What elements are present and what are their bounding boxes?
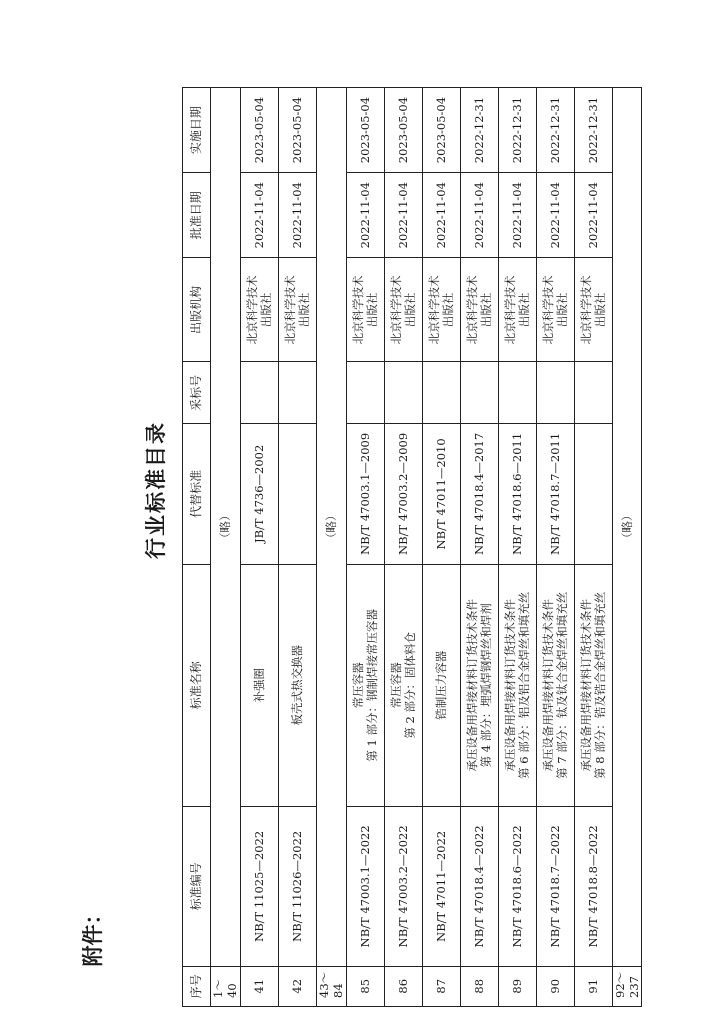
cell-effective: 2023-05-04 (384, 88, 422, 173)
range-seq: 92～237 (612, 966, 642, 1006)
publisher-line1: 北京科学技术 (540, 275, 555, 345)
std-name-line1: 补强圈 (252, 668, 267, 703)
publisher-line2: 出版社 (593, 292, 607, 328)
cell-publisher (422, 258, 460, 362)
cell-seq: 41 (240, 966, 278, 1006)
cell-adopted (498, 362, 536, 424)
cell-publisher (460, 258, 498, 362)
cell-std-no: NB/T 47003.2—2022 (384, 807, 422, 967)
header-approval: 批准日期 (183, 173, 211, 258)
range-row (612, 88, 642, 1007)
cell-adopted (384, 362, 422, 424)
cell-effective: 2023-05-04 (346, 88, 384, 173)
cell-approval: 2022-11-04 (240, 173, 278, 258)
cell-approval: 2022-11-04 (346, 173, 384, 258)
cell-replaced (278, 424, 316, 564)
range-row (316, 88, 346, 1007)
cell-std-name (240, 564, 278, 807)
cell-adopted (278, 362, 316, 424)
cell-approval: 2022-11-04 (384, 173, 422, 258)
publisher-line1: 北京科学技术 (464, 275, 479, 345)
cell-adopted (422, 362, 460, 424)
range-note: （略） (211, 88, 241, 967)
std-name-line2: 第 1 部分：钢制焊接常压容器 (365, 608, 379, 762)
cell-replaced: NB/T 47018.7—2011 (536, 424, 574, 564)
cell-std-no: NB/T 47018.8—2022 (574, 807, 612, 967)
cell-std-no: NB/T 47018.4—2022 (460, 807, 498, 967)
cell-publisher (278, 258, 316, 362)
cell-replaced: NB/T 47018.4—2017 (460, 424, 498, 564)
table-row (346, 88, 384, 1007)
cell-approval: 2022-11-04 (536, 173, 574, 258)
cell-adopted (240, 362, 278, 424)
range-note: （略） (316, 88, 346, 967)
cell-publisher (574, 258, 612, 362)
cell-seq: 88 (460, 966, 498, 1006)
cell-std-name (422, 564, 460, 807)
range-note: （略） (612, 88, 642, 967)
cell-std-no: NB/T 47018.7—2022 (536, 807, 574, 967)
range-seq: 1～40 (211, 966, 241, 1006)
cell-approval: 2022-11-04 (460, 173, 498, 258)
cell-replaced: NB/T 47003.2—2009 (384, 424, 422, 564)
standards-table (182, 87, 642, 1007)
cell-seq: 91 (574, 966, 612, 1006)
cell-replaced: JB/T 4736—2002 (240, 424, 278, 564)
cell-std-no: NB/T 47018.6—2022 (498, 807, 536, 967)
cell-seq: 42 (278, 966, 316, 1006)
std-name-line1: 承压设备用焊接材料订货技术条件 (502, 599, 517, 772)
header-effective: 实施日期 (183, 88, 211, 173)
header-adopted: 采标号 (183, 362, 211, 424)
std-name-line2: 第 7 部分：钛及钛合金焊丝和填充丝 (555, 591, 569, 779)
cell-effective: 2023-05-04 (278, 88, 316, 173)
cell-std-no: NB/T 11026—2022 (278, 807, 316, 967)
publisher-line2: 出版社 (479, 292, 493, 328)
publisher-line1: 北京科学技术 (502, 275, 517, 345)
cell-effective: 2022-12-31 (460, 88, 498, 173)
cell-publisher (536, 258, 574, 362)
std-name-line2: 第 6 部分：铝及铝合金焊丝和填充丝 (517, 591, 531, 779)
cell-adopted (536, 362, 574, 424)
publisher-line1: 北京科学技术 (426, 275, 441, 345)
std-name-line1: 承压设备用焊接材料订货技术条件 (578, 599, 593, 772)
cell-std-name (278, 564, 316, 807)
publisher-line1: 北京科学技术 (244, 275, 259, 345)
cell-std-name (346, 564, 384, 807)
cell-seq: 86 (384, 966, 422, 1006)
table-row (384, 88, 422, 1007)
cell-approval: 2022-11-04 (422, 173, 460, 258)
cell-std-name (498, 564, 536, 807)
cell-adopted (574, 362, 612, 424)
table-row (240, 88, 278, 1007)
cell-approval: 2022-11-04 (278, 173, 316, 258)
cell-seq: 85 (346, 966, 384, 1006)
header-replaced: 代替标准 (183, 424, 211, 564)
cell-std-name (574, 564, 612, 807)
cell-std-name (536, 564, 574, 807)
std-name-line2: 第 2 部分：固体料仓 (403, 631, 417, 739)
std-name-line2: 第 4 部分：埋弧焊钢焊丝和焊剂 (479, 603, 493, 768)
publisher-line2: 出版社 (259, 292, 274, 328)
cell-effective: 2022-12-31 (574, 88, 612, 173)
header-std-no: 标准编号 (183, 807, 211, 967)
cell-std-no: NB/T 47011—2022 (422, 807, 460, 967)
attachment-label: 附件： (81, 903, 105, 967)
standards-table-rotated (182, 87, 641, 1007)
cell-std-no: NB/T 11025—2022 (240, 807, 278, 967)
publisher-line1: 北京科学技术 (388, 275, 403, 345)
cell-seq: 89 (498, 966, 536, 1006)
table-row (498, 88, 536, 1007)
table-row (460, 88, 498, 1007)
document-title: 行业标准目录 (143, 421, 168, 559)
publisher-line1: 北京科学技术 (282, 275, 297, 345)
std-name-line1: 承压设备用焊接材料订货技术条件 (540, 599, 555, 772)
cell-replaced: NB/T 47018.6—2011 (498, 424, 536, 564)
cell-replaced: NB/T 47003.1—2009 (346, 424, 384, 564)
publisher-line1: 北京科学技术 (350, 275, 365, 345)
cell-approval: 2022-11-04 (574, 173, 612, 258)
std-name-line1: 常压容器 (350, 662, 365, 709)
table-row (536, 88, 574, 1007)
cell-publisher (498, 258, 536, 362)
range-row (211, 88, 241, 1007)
publisher-line2: 出版社 (517, 292, 531, 328)
table-row (422, 88, 460, 1007)
std-name-line2: 第 8 部分：锆及锆合金焊丝和填充丝 (593, 591, 607, 779)
publisher-line2: 出版社 (297, 292, 312, 328)
publisher-line2: 出版社 (365, 292, 379, 328)
cell-replaced (574, 424, 612, 564)
header-publisher: 出版机构 (183, 258, 211, 362)
cell-effective: 2023-05-04 (240, 88, 278, 173)
std-name-line1: 锆制压力容器 (433, 650, 448, 720)
std-name-line1: 板壳式热交换器 (290, 645, 305, 726)
cell-publisher (240, 258, 278, 362)
header-seq: 序号 (183, 966, 211, 1006)
cell-publisher (384, 258, 422, 362)
cell-effective: 2022-12-31 (536, 88, 574, 173)
cell-std-no: NB/T 47003.1—2022 (346, 807, 384, 967)
cell-seq: 87 (422, 966, 460, 1006)
publisher-line1: 北京科学技术 (578, 275, 593, 345)
cell-effective: 2023-05-04 (422, 88, 460, 173)
publisher-line2: 出版社 (403, 292, 417, 328)
cell-adopted (346, 362, 384, 424)
cell-std-name (460, 564, 498, 807)
std-name-line1: 常压容器 (388, 662, 403, 709)
standards-table-wrapper (182, 87, 641, 1007)
table-header-row (183, 88, 211, 1007)
cell-seq: 90 (536, 966, 574, 1006)
publisher-line2: 出版社 (441, 292, 455, 328)
table-row (574, 88, 612, 1007)
table-row (278, 88, 316, 1007)
cell-approval: 2022-11-04 (498, 173, 536, 258)
cell-std-name (384, 564, 422, 807)
cell-effective: 2022-12-31 (498, 88, 536, 173)
range-seq: 43～84 (316, 966, 346, 1006)
std-name-line1: 承压设备用焊接材料订货技术条件 (464, 599, 479, 772)
publisher-line2: 出版社 (555, 292, 569, 328)
cell-replaced: NB/T 47011—2010 (422, 424, 460, 564)
cell-adopted (460, 362, 498, 424)
header-std-name: 标准名称 (183, 564, 211, 807)
cell-publisher (346, 258, 384, 362)
